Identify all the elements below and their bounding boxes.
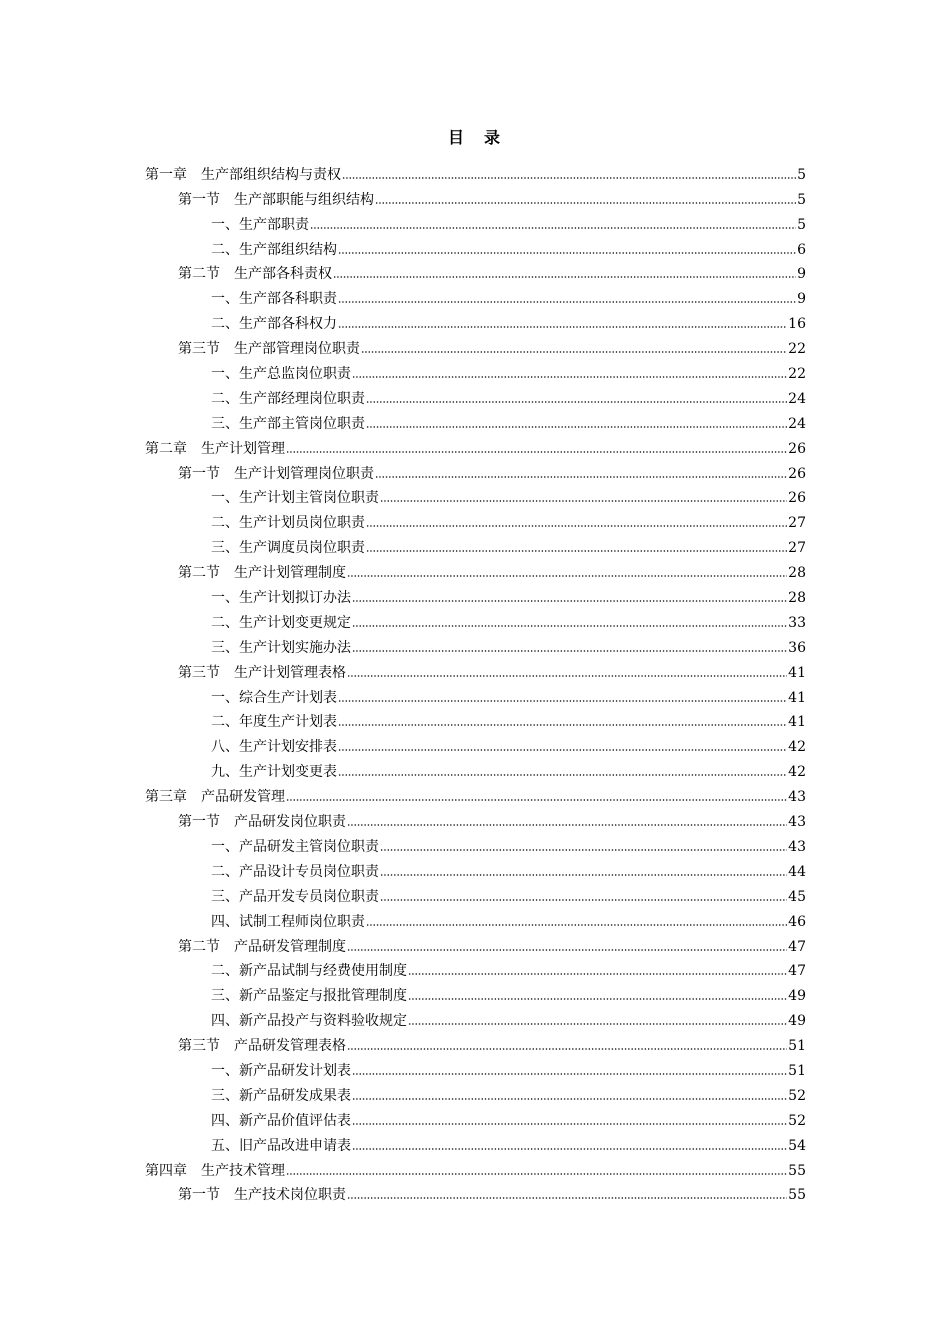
toc-dot-leader	[338, 723, 787, 727]
toc-entry-chapter[interactable]	[145, 782, 806, 807]
toc-entry-item[interactable]	[145, 708, 806, 733]
toc-entry-section[interactable]	[145, 260, 806, 285]
toc-dot-leader	[352, 624, 787, 628]
toc-dot-leader	[408, 972, 787, 976]
toc-entry-item[interactable]	[145, 981, 806, 1006]
toc-entry-item[interactable]	[145, 484, 806, 509]
toc-entry-item[interactable]	[145, 1131, 806, 1156]
toc-page-number: 52	[788, 1112, 806, 1129]
toc-dot-leader	[361, 350, 787, 354]
toc-entry-title: 一、综合生产计划表	[211, 689, 337, 706]
toc-entry-item[interactable]	[145, 309, 806, 334]
toc-dot-leader	[347, 1196, 787, 1200]
toc-dot-leader	[366, 549, 787, 553]
toc-entry-title: 二、生产部各科权力	[211, 316, 337, 333]
toc-entry-title: 第二节 产品研发管理制度	[178, 938, 346, 955]
toc-dot-leader	[380, 499, 787, 503]
toc-entry-title: 第二节 生产部各科责权	[178, 266, 332, 283]
toc-entry-item[interactable]	[145, 957, 806, 982]
toc-page-number: 36	[788, 639, 806, 656]
toc-dot-leader	[310, 226, 796, 230]
toc-entry-title: 九、生产计划变更表	[211, 764, 337, 781]
toc-entry-title: 第一节 产品研发岗位职责	[178, 814, 346, 831]
toc-dot-leader	[380, 898, 787, 902]
toc-entry-section[interactable]	[145, 1181, 806, 1206]
toc-page-number: 28	[788, 590, 806, 607]
toc-entry-item[interactable]	[145, 384, 806, 409]
toc-entry-chapter[interactable]	[145, 1156, 806, 1181]
toc-entry-title: 二、产品设计专员岗位职责	[211, 863, 379, 880]
toc-dot-leader	[338, 300, 796, 304]
toc-page-number: 41	[788, 664, 806, 681]
toc-dot-leader	[352, 375, 787, 379]
toc-page-number: 5	[797, 216, 806, 233]
toc-entry-item[interactable]	[145, 1081, 806, 1106]
toc-entry-chapter[interactable]	[145, 160, 806, 185]
toc-dot-leader	[408, 1022, 787, 1026]
table-of-contents	[145, 160, 806, 1205]
toc-dot-leader	[347, 674, 787, 678]
toc-page-number: 6	[797, 241, 806, 258]
toc-entry-item[interactable]	[145, 832, 806, 857]
toc-page-number: 52	[788, 1087, 806, 1104]
toc-dot-leader	[338, 251, 796, 255]
toc-entry-title: 第二节 生产计划管理制度	[178, 565, 346, 582]
toc-entry-title: 第一节 生产部职能与组织结构	[178, 191, 374, 208]
toc-dot-leader	[286, 1172, 787, 1176]
toc-entry-item[interactable]	[145, 907, 806, 932]
toc-dot-leader	[338, 325, 787, 329]
toc-dot-leader	[380, 848, 787, 852]
toc-entry-section[interactable]	[145, 1031, 806, 1056]
toc-entry-item[interactable]	[145, 1056, 806, 1081]
toc-dot-leader	[352, 1122, 787, 1126]
toc-page-number: 44	[788, 863, 806, 880]
toc-dot-leader	[366, 524, 787, 528]
toc-page-number: 41	[788, 689, 806, 706]
toc-page-number: 51	[788, 1038, 806, 1055]
toc-entry-title: 一、生产总监岗位职责	[211, 366, 351, 383]
toc-entry-item[interactable]	[145, 235, 806, 260]
toc-entry-title: 第四章 生产技术管理	[145, 1162, 285, 1179]
toc-dot-leader	[347, 823, 787, 827]
toc-entry-title: 二、生产计划变更规定	[211, 614, 351, 631]
toc-dot-leader	[352, 599, 787, 603]
toc-entry-item[interactable]	[145, 732, 806, 757]
toc-entry-item[interactable]	[145, 608, 806, 633]
toc-dot-leader	[352, 649, 787, 653]
toc-page-number: 46	[788, 913, 806, 930]
toc-entry-item[interactable]	[145, 1106, 806, 1131]
toc-page-number: 28	[788, 565, 806, 582]
toc-page-number: 42	[788, 739, 806, 756]
toc-entry-title: 三、生产部主管岗位职责	[211, 415, 365, 432]
toc-dot-leader	[347, 948, 787, 952]
toc-entry-section[interactable]	[145, 334, 806, 359]
toc-entry-title: 一、生产计划拟订办法	[211, 590, 351, 607]
toc-entry-title: 第二章 生产计划管理	[145, 440, 285, 457]
toc-entry-item[interactable]	[145, 1006, 806, 1031]
toc-dot-leader	[408, 997, 787, 1001]
toc-page-number: 43	[788, 838, 806, 855]
toc-entry-title: 一、生产计划主管岗位职责	[211, 490, 379, 507]
toc-entry-item[interactable]	[145, 757, 806, 782]
toc-entry-section[interactable]	[145, 558, 806, 583]
toc-entry-title: 第三节 产品研发管理表格	[178, 1038, 346, 1055]
toc-dot-leader	[338, 773, 787, 777]
toc-page-number: 26	[788, 465, 806, 482]
toc-dot-leader	[286, 798, 787, 802]
toc-entry-item[interactable]	[145, 359, 806, 384]
toc-page-number: 54	[788, 1137, 806, 1154]
toc-entry-title: 第三章 产品研发管理	[145, 789, 285, 806]
toc-entry-title: 八、生产计划安排表	[211, 739, 337, 756]
toc-page-number: 9	[797, 266, 806, 283]
toc-entry-item[interactable]	[145, 683, 806, 708]
toc-page-number: 47	[788, 963, 806, 980]
toc-dot-leader	[342, 176, 796, 180]
toc-entry-item[interactable]	[145, 857, 806, 882]
toc-entry-title: 一、新产品研发计划表	[211, 1062, 351, 1079]
toc-page-number: 43	[788, 814, 806, 831]
toc-page-number: 27	[788, 540, 806, 557]
toc-entry-title: 四、新产品投产与资料验收规定	[211, 1013, 407, 1030]
toc-entry-title: 第一章 生产部组织结构与责权	[145, 166, 341, 183]
toc-dot-leader	[366, 400, 787, 404]
toc-entry-title: 四、试制工程师岗位职责	[211, 913, 365, 930]
toc-dot-leader	[352, 1147, 787, 1151]
toc-page-number: 43	[788, 789, 806, 806]
toc-dot-leader	[352, 1097, 787, 1101]
toc-page-number: 22	[788, 366, 806, 383]
toc-title: 目 录	[447, 128, 502, 147]
toc-entry-section[interactable]	[145, 932, 806, 957]
toc-page-number: 26	[788, 440, 806, 457]
toc-dot-leader	[380, 873, 787, 877]
toc-page-number: 51	[788, 1062, 806, 1079]
toc-entry-title: 二、年度生产计划表	[211, 714, 337, 731]
toc-entry-title: 三、新产品研发成果表	[211, 1087, 351, 1104]
toc-entry-item[interactable]	[145, 210, 806, 235]
toc-entry-title: 三、产品开发专员岗位职责	[211, 888, 379, 905]
toc-entry-title: 三、生产调度员岗位职责	[211, 540, 365, 557]
toc-entry-title: 一、生产部各科职责	[211, 291, 337, 308]
toc-entry-title: 第一节 生产计划管理岗位职责	[178, 465, 374, 482]
toc-dot-leader	[338, 699, 787, 703]
toc-page-number: 16	[788, 316, 806, 333]
toc-page-number: 22	[788, 341, 806, 358]
toc-page-number: 9	[797, 291, 806, 308]
toc-entry-title: 第三节 生产计划管理表格	[178, 664, 346, 681]
toc-page-number: 45	[788, 888, 806, 905]
toc-page-number: 5	[797, 166, 806, 183]
toc-entry-title: 一、生产部职责	[211, 216, 309, 233]
toc-entry-title: 四、新产品价值评估表	[211, 1112, 351, 1129]
toc-page-number: 24	[788, 390, 806, 407]
toc-page-number: 47	[788, 938, 806, 955]
toc-dot-leader	[352, 1072, 787, 1076]
toc-page-number: 27	[788, 515, 806, 532]
toc-page-number: 55	[788, 1187, 806, 1204]
toc-entry-section[interactable]	[145, 807, 806, 832]
toc-entry-title: 二、生产计划员岗位职责	[211, 515, 365, 532]
toc-page-number: 49	[788, 988, 806, 1005]
toc-page-number: 5	[797, 191, 806, 208]
toc-page-number: 41	[788, 714, 806, 731]
toc-entry-title: 第三节 生产部管理岗位职责	[178, 341, 360, 358]
toc-entry-chapter[interactable]	[145, 434, 806, 459]
toc-dot-leader	[286, 450, 787, 454]
toc-dot-leader	[347, 1047, 787, 1051]
toc-entry-section[interactable]	[145, 658, 806, 683]
toc-page-number: 24	[788, 415, 806, 432]
toc-entry-item[interactable]	[145, 284, 806, 309]
toc-entry-section[interactable]	[145, 459, 806, 484]
toc-page-number: 55	[788, 1162, 806, 1179]
toc-dot-leader	[366, 923, 787, 927]
toc-entry-title: 五、旧产品改进申请表	[211, 1137, 351, 1154]
toc-entry-item[interactable]	[145, 533, 806, 558]
toc-page-number: 42	[788, 764, 806, 781]
toc-entry-item[interactable]	[145, 633, 806, 658]
toc-page-number: 26	[788, 490, 806, 507]
toc-entry-item[interactable]	[145, 583, 806, 608]
toc-entry-item[interactable]	[145, 882, 806, 907]
toc-dot-leader	[347, 574, 787, 578]
toc-dot-leader	[375, 475, 787, 479]
toc-dot-leader	[366, 425, 787, 429]
toc-entry-title: 第一节 生产技术岗位职责	[178, 1187, 346, 1204]
toc-entry-title: 一、产品研发主管岗位职责	[211, 838, 379, 855]
toc-entry-title: 三、生产计划实施办法	[211, 639, 351, 656]
toc-entry-title: 三、新产品鉴定与报批管理制度	[211, 988, 407, 1005]
toc-page-number: 49	[788, 1013, 806, 1030]
toc-dot-leader	[375, 201, 796, 205]
toc-entry-item[interactable]	[145, 508, 806, 533]
toc-entry-title: 二、生产部经理岗位职责	[211, 390, 365, 407]
toc-page-number: 33	[788, 614, 806, 631]
toc-entry-title: 二、新产品试制与经费使用制度	[211, 963, 407, 980]
toc-dot-leader	[338, 748, 787, 752]
toc-entry-title: 二、生产部组织结构	[211, 241, 337, 258]
toc-dot-leader	[333, 275, 796, 279]
toc-entry-item[interactable]	[145, 409, 806, 434]
toc-entry-section[interactable]	[145, 185, 806, 210]
